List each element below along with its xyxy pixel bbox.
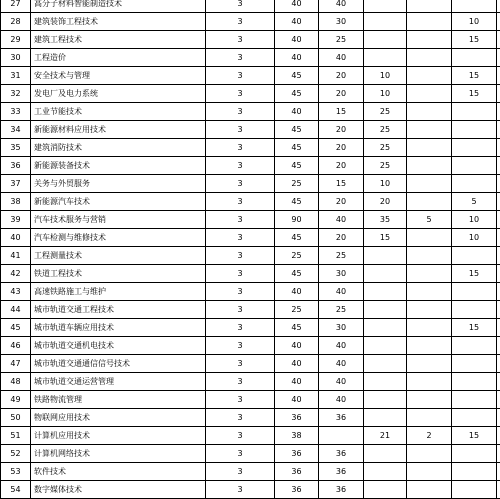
count-cell: 36	[319, 445, 364, 463]
count-cell: 40	[319, 373, 364, 391]
row-number-cell: 54	[1, 481, 31, 499]
table-row	[1, 283, 500, 301]
count-cell	[452, 481, 497, 499]
count-cell: 15	[452, 319, 497, 337]
table-row	[1, 355, 500, 373]
plan-total-cell: 25	[275, 247, 319, 265]
duration-cell: 3	[206, 0, 275, 13]
table-row	[1, 265, 500, 283]
edge-cell	[497, 409, 500, 427]
major-name-cell: 建筑装饰工程技术	[31, 13, 206, 31]
major-name-cell: 新能源装备技术	[31, 157, 206, 175]
count-cell: 25	[364, 121, 407, 139]
major-name-cell: 建筑消防技术	[31, 139, 206, 157]
count-cell: 40	[319, 337, 364, 355]
count-cell	[452, 283, 497, 301]
duration-cell: 3	[206, 481, 275, 499]
table-row	[1, 67, 500, 85]
count-cell	[407, 283, 452, 301]
edge-cell	[497, 283, 500, 301]
plan-total-cell: 45	[275, 157, 319, 175]
plan-total-cell: 45	[275, 229, 319, 247]
plan-total-cell: 38	[275, 427, 319, 445]
row-number-cell: 44	[1, 301, 31, 319]
count-cell: 30	[319, 265, 364, 283]
count-cell	[452, 121, 497, 139]
count-cell: 30	[319, 13, 364, 31]
count-cell	[364, 391, 407, 409]
edge-cell	[497, 247, 500, 265]
major-name-cell: 工程测量技术	[31, 247, 206, 265]
count-cell: 15	[452, 265, 497, 283]
count-cell: 35	[364, 211, 407, 229]
count-cell	[452, 157, 497, 175]
row-number-cell: 27	[1, 0, 31, 13]
major-name-cell: 软件技术	[31, 463, 206, 481]
plan-total-cell: 40	[275, 391, 319, 409]
count-cell	[407, 31, 452, 49]
row-number-cell: 38	[1, 193, 31, 211]
edge-cell	[497, 121, 500, 139]
plan-total-cell: 25	[275, 301, 319, 319]
duration-cell: 3	[206, 67, 275, 85]
major-name-cell: 新能源材料应用技术	[31, 121, 206, 139]
count-cell: 36	[319, 481, 364, 499]
major-name-cell: 铁路物流管理	[31, 391, 206, 409]
count-cell: 36	[319, 409, 364, 427]
count-cell: 20	[319, 157, 364, 175]
edge-cell	[497, 85, 500, 103]
plan-total-cell: 40	[275, 49, 319, 67]
edge-cell	[497, 337, 500, 355]
row-number-cell: 39	[1, 211, 31, 229]
table-row	[1, 157, 500, 175]
plan-total-cell: 40	[275, 355, 319, 373]
major-name-cell: 数字媒体技术	[31, 481, 206, 499]
count-cell	[407, 481, 452, 499]
plan-total-cell: 40	[275, 13, 319, 31]
table-row	[1, 481, 500, 499]
count-cell	[364, 337, 407, 355]
plan-total-cell: 36	[275, 409, 319, 427]
count-cell	[364, 481, 407, 499]
major-name-cell: 计算机网络技术	[31, 445, 206, 463]
row-number-cell: 52	[1, 445, 31, 463]
major-name-cell: 工业节能技术	[31, 103, 206, 121]
table-row	[1, 301, 500, 319]
duration-cell: 3	[206, 445, 275, 463]
plan-total-cell: 45	[275, 319, 319, 337]
major-name-cell: 城市轨道交通机电技术	[31, 337, 206, 355]
table-row	[1, 31, 500, 49]
table-row	[1, 229, 500, 247]
table-row	[1, 373, 500, 391]
count-cell: 20	[319, 193, 364, 211]
edge-cell	[497, 463, 500, 481]
count-cell	[364, 445, 407, 463]
plan-total-cell: 45	[275, 265, 319, 283]
row-number-cell: 50	[1, 409, 31, 427]
count-cell	[407, 229, 452, 247]
table-row	[1, 0, 500, 13]
duration-cell: 3	[206, 319, 275, 337]
duration-cell: 3	[206, 31, 275, 49]
duration-cell: 3	[206, 463, 275, 481]
duration-cell: 3	[206, 139, 275, 157]
row-number-cell: 37	[1, 175, 31, 193]
count-cell	[407, 391, 452, 409]
count-cell: 15	[452, 85, 497, 103]
duration-cell: 3	[206, 301, 275, 319]
row-number-cell: 46	[1, 337, 31, 355]
count-cell	[364, 13, 407, 31]
table-row	[1, 121, 500, 139]
edge-cell	[497, 103, 500, 121]
count-cell	[452, 391, 497, 409]
plan-total-cell: 45	[275, 85, 319, 103]
duration-cell: 3	[206, 157, 275, 175]
count-cell	[364, 31, 407, 49]
edge-cell	[497, 481, 500, 499]
row-number-cell: 33	[1, 103, 31, 121]
major-name-cell: 建筑工程技术	[31, 31, 206, 49]
row-number-cell: 40	[1, 229, 31, 247]
count-cell	[364, 265, 407, 283]
row-number-cell: 31	[1, 67, 31, 85]
count-cell	[407, 157, 452, 175]
major-name-cell: 汽车检测与维修技术	[31, 229, 206, 247]
edge-cell	[497, 49, 500, 67]
table-row	[1, 427, 500, 445]
count-cell	[364, 283, 407, 301]
plan-total-cell: 45	[275, 121, 319, 139]
major-name-cell: 城市轨道车辆应用技术	[31, 319, 206, 337]
edge-cell	[497, 355, 500, 373]
table-row	[1, 49, 500, 67]
edge-cell	[497, 31, 500, 49]
duration-cell: 3	[206, 85, 275, 103]
count-cell	[407, 85, 452, 103]
count-cell	[452, 49, 497, 67]
edge-cell	[497, 13, 500, 31]
count-cell	[407, 121, 452, 139]
count-cell: 20	[319, 229, 364, 247]
edge-cell	[497, 139, 500, 157]
table-row	[1, 175, 500, 193]
count-cell: 20	[319, 67, 364, 85]
count-cell	[364, 373, 407, 391]
count-cell: 25	[319, 31, 364, 49]
row-number-cell: 41	[1, 247, 31, 265]
duration-cell: 3	[206, 211, 275, 229]
count-cell: 15	[319, 175, 364, 193]
row-number-cell: 48	[1, 373, 31, 391]
count-cell: 10	[452, 13, 497, 31]
edge-cell	[497, 319, 500, 337]
edge-cell	[497, 301, 500, 319]
duration-cell: 3	[206, 283, 275, 301]
count-cell	[452, 103, 497, 121]
edge-cell	[497, 427, 500, 445]
edge-cell	[497, 67, 500, 85]
major-name-cell: 安全技术与管理	[31, 67, 206, 85]
count-cell	[452, 247, 497, 265]
duration-cell: 3	[206, 175, 275, 193]
count-cell	[407, 373, 452, 391]
duration-cell: 3	[206, 337, 275, 355]
count-cell: 15	[452, 31, 497, 49]
count-cell: 2	[407, 427, 452, 445]
duration-cell: 3	[206, 13, 275, 31]
duration-cell: 3	[206, 49, 275, 67]
count-cell: 36	[319, 463, 364, 481]
count-cell	[452, 301, 497, 319]
count-cell: 20	[364, 193, 407, 211]
edge-cell	[497, 373, 500, 391]
plan-total-cell: 40	[275, 103, 319, 121]
major-name-cell: 物联网应用技术	[31, 409, 206, 427]
table-row	[1, 463, 500, 481]
plan-total-cell: 45	[275, 67, 319, 85]
row-number-cell: 51	[1, 427, 31, 445]
plan-total-cell: 36	[275, 481, 319, 499]
count-cell	[364, 247, 407, 265]
table-row	[1, 445, 500, 463]
count-cell	[452, 175, 497, 193]
table-body	[1, 0, 500, 499]
edge-cell	[497, 391, 500, 409]
edge-cell	[497, 265, 500, 283]
major-name-cell: 城市轨道交通通信信号技术	[31, 355, 206, 373]
count-cell	[407, 13, 452, 31]
major-name-cell: 高分子材料智能制造技术	[31, 0, 206, 13]
count-cell: 40	[319, 0, 364, 13]
duration-cell: 3	[206, 265, 275, 283]
count-cell: 15	[452, 427, 497, 445]
plan-total-cell: 45	[275, 139, 319, 157]
major-name-cell: 新能源汽车技术	[31, 193, 206, 211]
count-cell: 25	[364, 157, 407, 175]
count-cell	[452, 0, 497, 13]
plan-total-cell: 36	[275, 445, 319, 463]
count-cell	[407, 463, 452, 481]
edge-cell	[497, 211, 500, 229]
row-number-cell: 42	[1, 265, 31, 283]
count-cell	[407, 247, 452, 265]
count-cell	[407, 337, 452, 355]
edge-cell	[497, 157, 500, 175]
count-cell: 25	[319, 247, 364, 265]
count-cell	[452, 139, 497, 157]
row-number-cell: 32	[1, 85, 31, 103]
table-row	[1, 409, 500, 427]
count-cell	[407, 0, 452, 13]
table-row	[1, 337, 500, 355]
count-cell	[452, 373, 497, 391]
plan-total-cell: 40	[275, 337, 319, 355]
row-number-cell: 53	[1, 463, 31, 481]
plan-total-cell: 40	[275, 0, 319, 13]
count-cell	[407, 193, 452, 211]
count-cell: 25	[319, 301, 364, 319]
major-name-cell: 工程造价	[31, 49, 206, 67]
count-cell: 40	[319, 391, 364, 409]
table-row	[1, 13, 500, 31]
duration-cell: 3	[206, 373, 275, 391]
plan-total-cell: 40	[275, 283, 319, 301]
row-number-cell: 47	[1, 355, 31, 373]
row-number-cell: 45	[1, 319, 31, 337]
count-cell: 10	[452, 211, 497, 229]
row-number-cell: 35	[1, 139, 31, 157]
count-cell	[452, 463, 497, 481]
major-name-cell: 城市轨道交通运营管理	[31, 373, 206, 391]
count-cell: 20	[319, 121, 364, 139]
major-name-cell: 城市轨道交通工程技术	[31, 301, 206, 319]
table-row	[1, 103, 500, 121]
count-cell: 20	[319, 139, 364, 157]
count-cell	[407, 355, 452, 373]
duration-cell: 3	[206, 103, 275, 121]
count-cell: 10	[364, 67, 407, 85]
row-number-cell: 49	[1, 391, 31, 409]
duration-cell: 3	[206, 121, 275, 139]
row-number-cell: 30	[1, 49, 31, 67]
count-cell: 40	[319, 355, 364, 373]
count-cell: 25	[364, 103, 407, 121]
count-cell: 10	[452, 229, 497, 247]
count-cell	[407, 139, 452, 157]
count-cell	[364, 0, 407, 13]
count-cell	[407, 265, 452, 283]
row-number-cell: 29	[1, 31, 31, 49]
count-cell	[407, 67, 452, 85]
duration-cell: 3	[206, 409, 275, 427]
table-row	[1, 247, 500, 265]
count-cell	[452, 337, 497, 355]
edge-cell	[497, 193, 500, 211]
count-cell	[364, 301, 407, 319]
duration-cell: 3	[206, 355, 275, 373]
duration-cell: 3	[206, 391, 275, 409]
edge-cell	[497, 175, 500, 193]
edge-cell	[497, 229, 500, 247]
count-cell	[452, 445, 497, 463]
duration-cell: 3	[206, 193, 275, 211]
count-cell	[407, 409, 452, 427]
duration-cell: 3	[206, 229, 275, 247]
count-cell	[407, 319, 452, 337]
major-name-cell: 铁道工程技术	[31, 265, 206, 283]
table-row	[1, 319, 500, 337]
table-row	[1, 211, 500, 229]
count-cell	[452, 409, 497, 427]
count-cell: 40	[319, 211, 364, 229]
row-number-cell: 28	[1, 13, 31, 31]
plan-total-cell: 45	[275, 193, 319, 211]
table-row	[1, 391, 500, 409]
count-cell	[364, 409, 407, 427]
count-cell: 15	[319, 103, 364, 121]
major-name-cell: 计算机应用技术	[31, 427, 206, 445]
row-number-cell: 36	[1, 157, 31, 175]
count-cell	[407, 49, 452, 67]
table-row	[1, 85, 500, 103]
count-cell: 5	[407, 211, 452, 229]
count-cell: 15	[452, 67, 497, 85]
count-cell	[452, 355, 497, 373]
count-cell: 20	[319, 85, 364, 103]
count-cell: 30	[319, 319, 364, 337]
count-cell: 40	[319, 49, 364, 67]
count-cell	[364, 355, 407, 373]
count-cell: 21	[364, 427, 407, 445]
count-cell	[407, 301, 452, 319]
count-cell: 25	[364, 139, 407, 157]
count-cell: 10	[364, 85, 407, 103]
edge-cell	[497, 0, 500, 13]
major-name-cell: 关务与外贸服务	[31, 175, 206, 193]
plan-total-cell: 36	[275, 463, 319, 481]
count-cell	[364, 49, 407, 67]
plan-total-cell: 90	[275, 211, 319, 229]
major-name-cell: 高速铁路施工与维护	[31, 283, 206, 301]
count-cell	[407, 175, 452, 193]
count-cell: 5	[452, 193, 497, 211]
plan-total-cell: 40	[275, 373, 319, 391]
count-cell	[407, 103, 452, 121]
duration-cell: 3	[206, 247, 275, 265]
major-name-cell: 发电厂及电力系统	[31, 85, 206, 103]
count-cell	[407, 445, 452, 463]
edge-cell	[497, 445, 500, 463]
count-cell: 15	[364, 229, 407, 247]
plan-total-cell: 25	[275, 175, 319, 193]
row-number-cell: 43	[1, 283, 31, 301]
count-cell	[364, 319, 407, 337]
plan-total-cell: 40	[275, 31, 319, 49]
table-row	[1, 193, 500, 211]
major-name-cell: 汽车技术服务与营销	[31, 211, 206, 229]
table-row	[1, 139, 500, 157]
count-cell: 40	[319, 283, 364, 301]
count-cell	[319, 427, 364, 445]
duration-cell: 3	[206, 427, 275, 445]
count-cell: 10	[364, 175, 407, 193]
count-cell	[364, 463, 407, 481]
row-number-cell: 34	[1, 121, 31, 139]
